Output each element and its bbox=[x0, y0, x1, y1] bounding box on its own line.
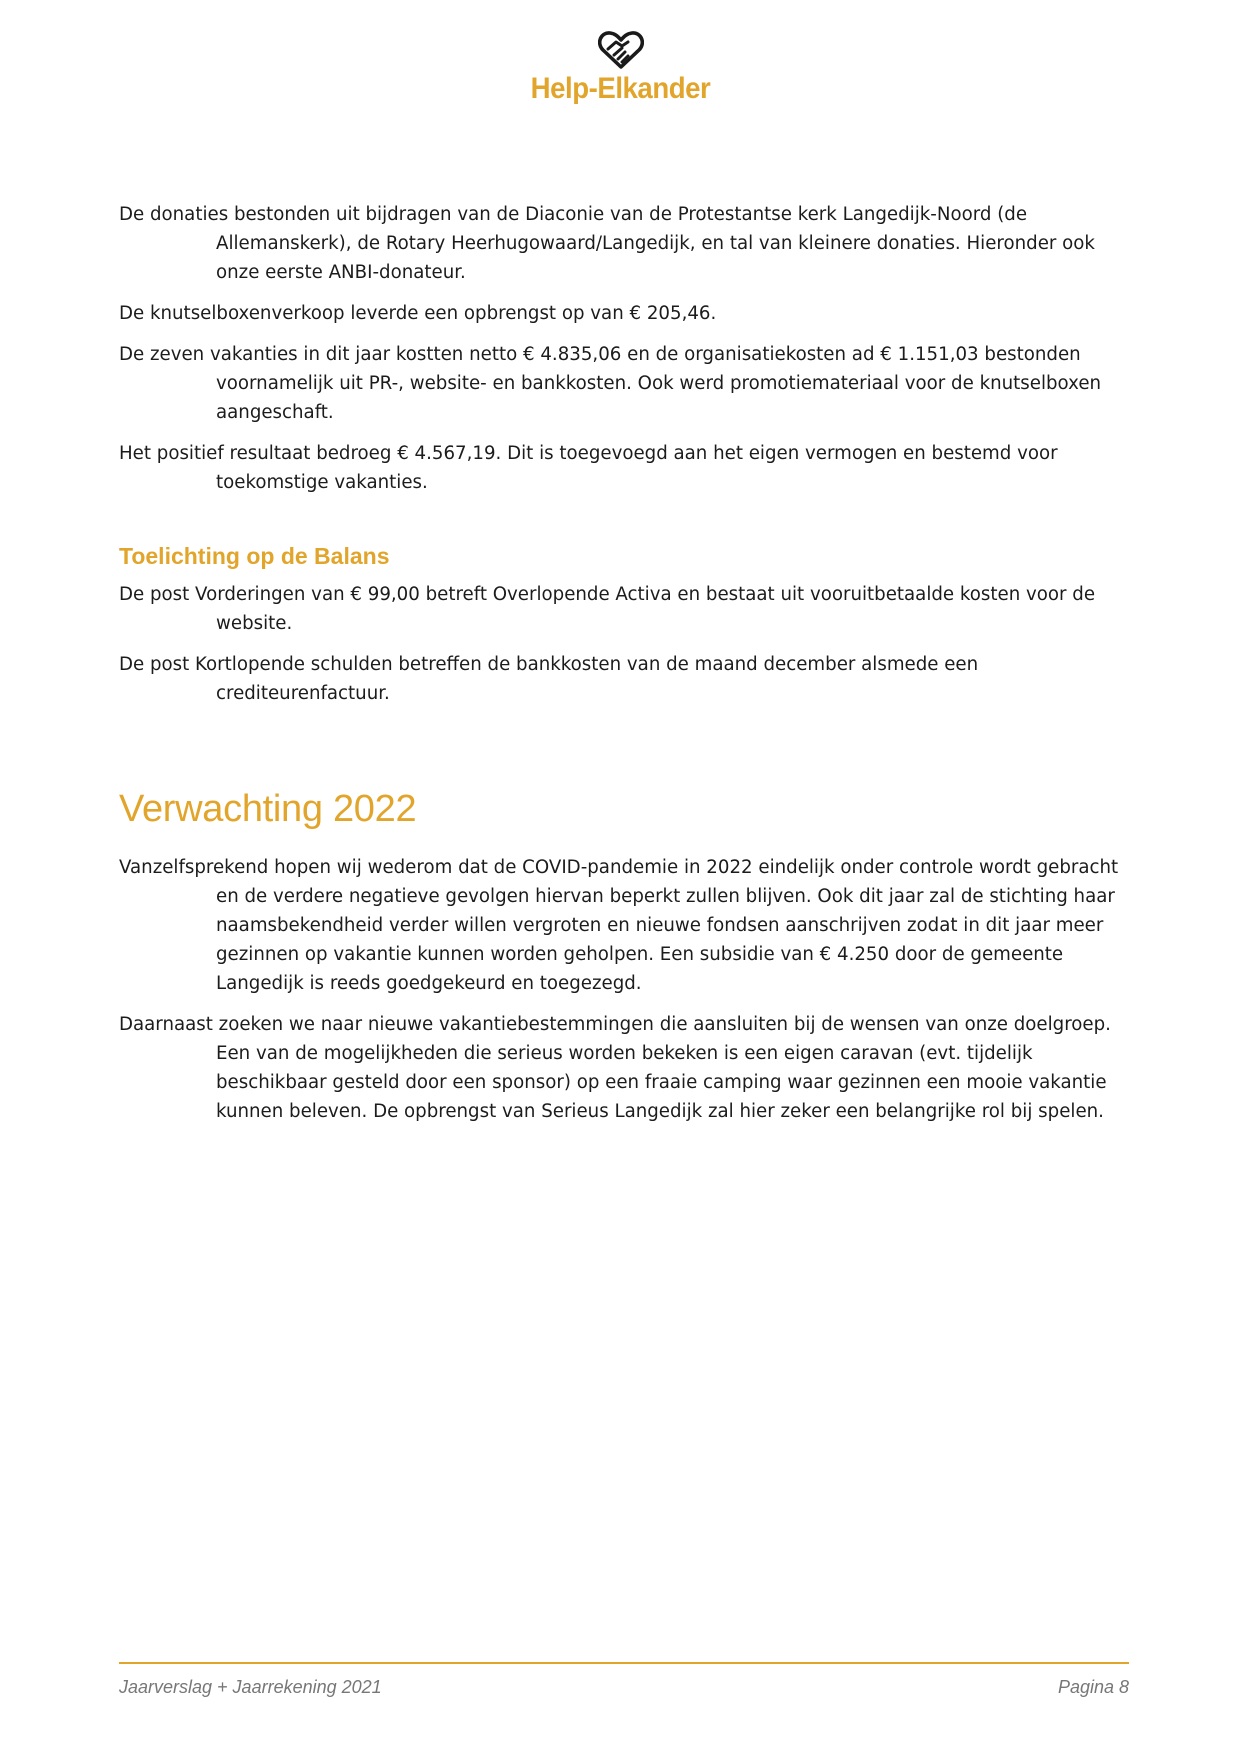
footer-title: Jaarverslag + Jaarrekening 2021 bbox=[119, 1677, 382, 1697]
paragraph: Vanzelfsprekend hopen wij wederom dat de COVID-pandemie in 2022 eindelijk onder controle wordt gebracht en de verdere negatieve gevolgen hiervan beperkt zullen blijven. Ook dit jaar zal de stichting haar naamsbekendheid verder willen vergroten en nieuwe fondsen aanschrijven zodat in dit jaar meer gezinnen op vakantie kunnen worden geholpen. Een subsidie van € 4.250 door de gemeente Langedijk is reeds goedgekeurd en toegezegd. bbox=[119, 857, 1119, 994]
section-heading: Toelichting op de Balans bbox=[119, 543, 390, 569]
paragraph: Daarnaast zoeken we naar nieuwe vakantiebestemmingen die aansluiten bij de wensen van onze doelgroep. Een van de mogelijkheden die serieus worden bekeken is een eigen caravan (evt. tijdelijk beschikbaar gesteld door een sponsor) op een fraaie camping waar gezinnen een mooie vakantie kunnen beleven. De opbrengst van Serieus Langedijk zal hier zeker een belangrijke rol bij spelen. bbox=[119, 1014, 1111, 1122]
logo bbox=[0, 30, 1241, 106]
page-footer bbox=[119, 1677, 1129, 1698]
paragraph: De zeven vakanties in dit jaar kostten netto € 4.835,06 en de organisatiekosten ad € 1.151,03 bestonden voornamelijk uit PR-, website- en bankkosten. Ook werd promotiemateriaal voor de knutselboxen aangeschaft. bbox=[119, 344, 1102, 423]
logo-text: Help-Elkander bbox=[530, 72, 711, 105]
page-number: Pagina 8 bbox=[1057, 1677, 1129, 1697]
paragraph: Het positief resultaat bedroeg € 4.567,19. Dit is toegevoegd aan het eigen vermogen en bestemd voor toekomstige vakanties. bbox=[119, 443, 1058, 493]
document-body bbox=[119, 200, 1129, 1138]
heart-handshake-icon bbox=[598, 30, 644, 70]
paragraph: De post Kortlopende schulden betreffen de bankkosten van de maand december alsmede een crediteurenfactuur. bbox=[119, 654, 979, 704]
chapter-heading: Verwachting 2022 bbox=[119, 788, 417, 830]
paragraph: De post Vorderingen van € 99,00 betreft Overlopende Activa en bestaat uit vooruitbetaalde kosten voor de website. bbox=[119, 584, 1096, 634]
paragraph: De knutselboxenverkoop leverde een opbrengst op van € 205,46. bbox=[119, 303, 717, 324]
footer-divider bbox=[119, 1662, 1129, 1664]
paragraph: De donaties bestonden uit bijdragen van de Diaconie van de Protestantse kerk Langedijk-Noord (de Allemanskerk), de Rotary Heerhugowaard/Langedijk, en tal van kleinere donaties. Hieronder ook onze eerste ANBI-donateur. bbox=[119, 204, 1095, 283]
